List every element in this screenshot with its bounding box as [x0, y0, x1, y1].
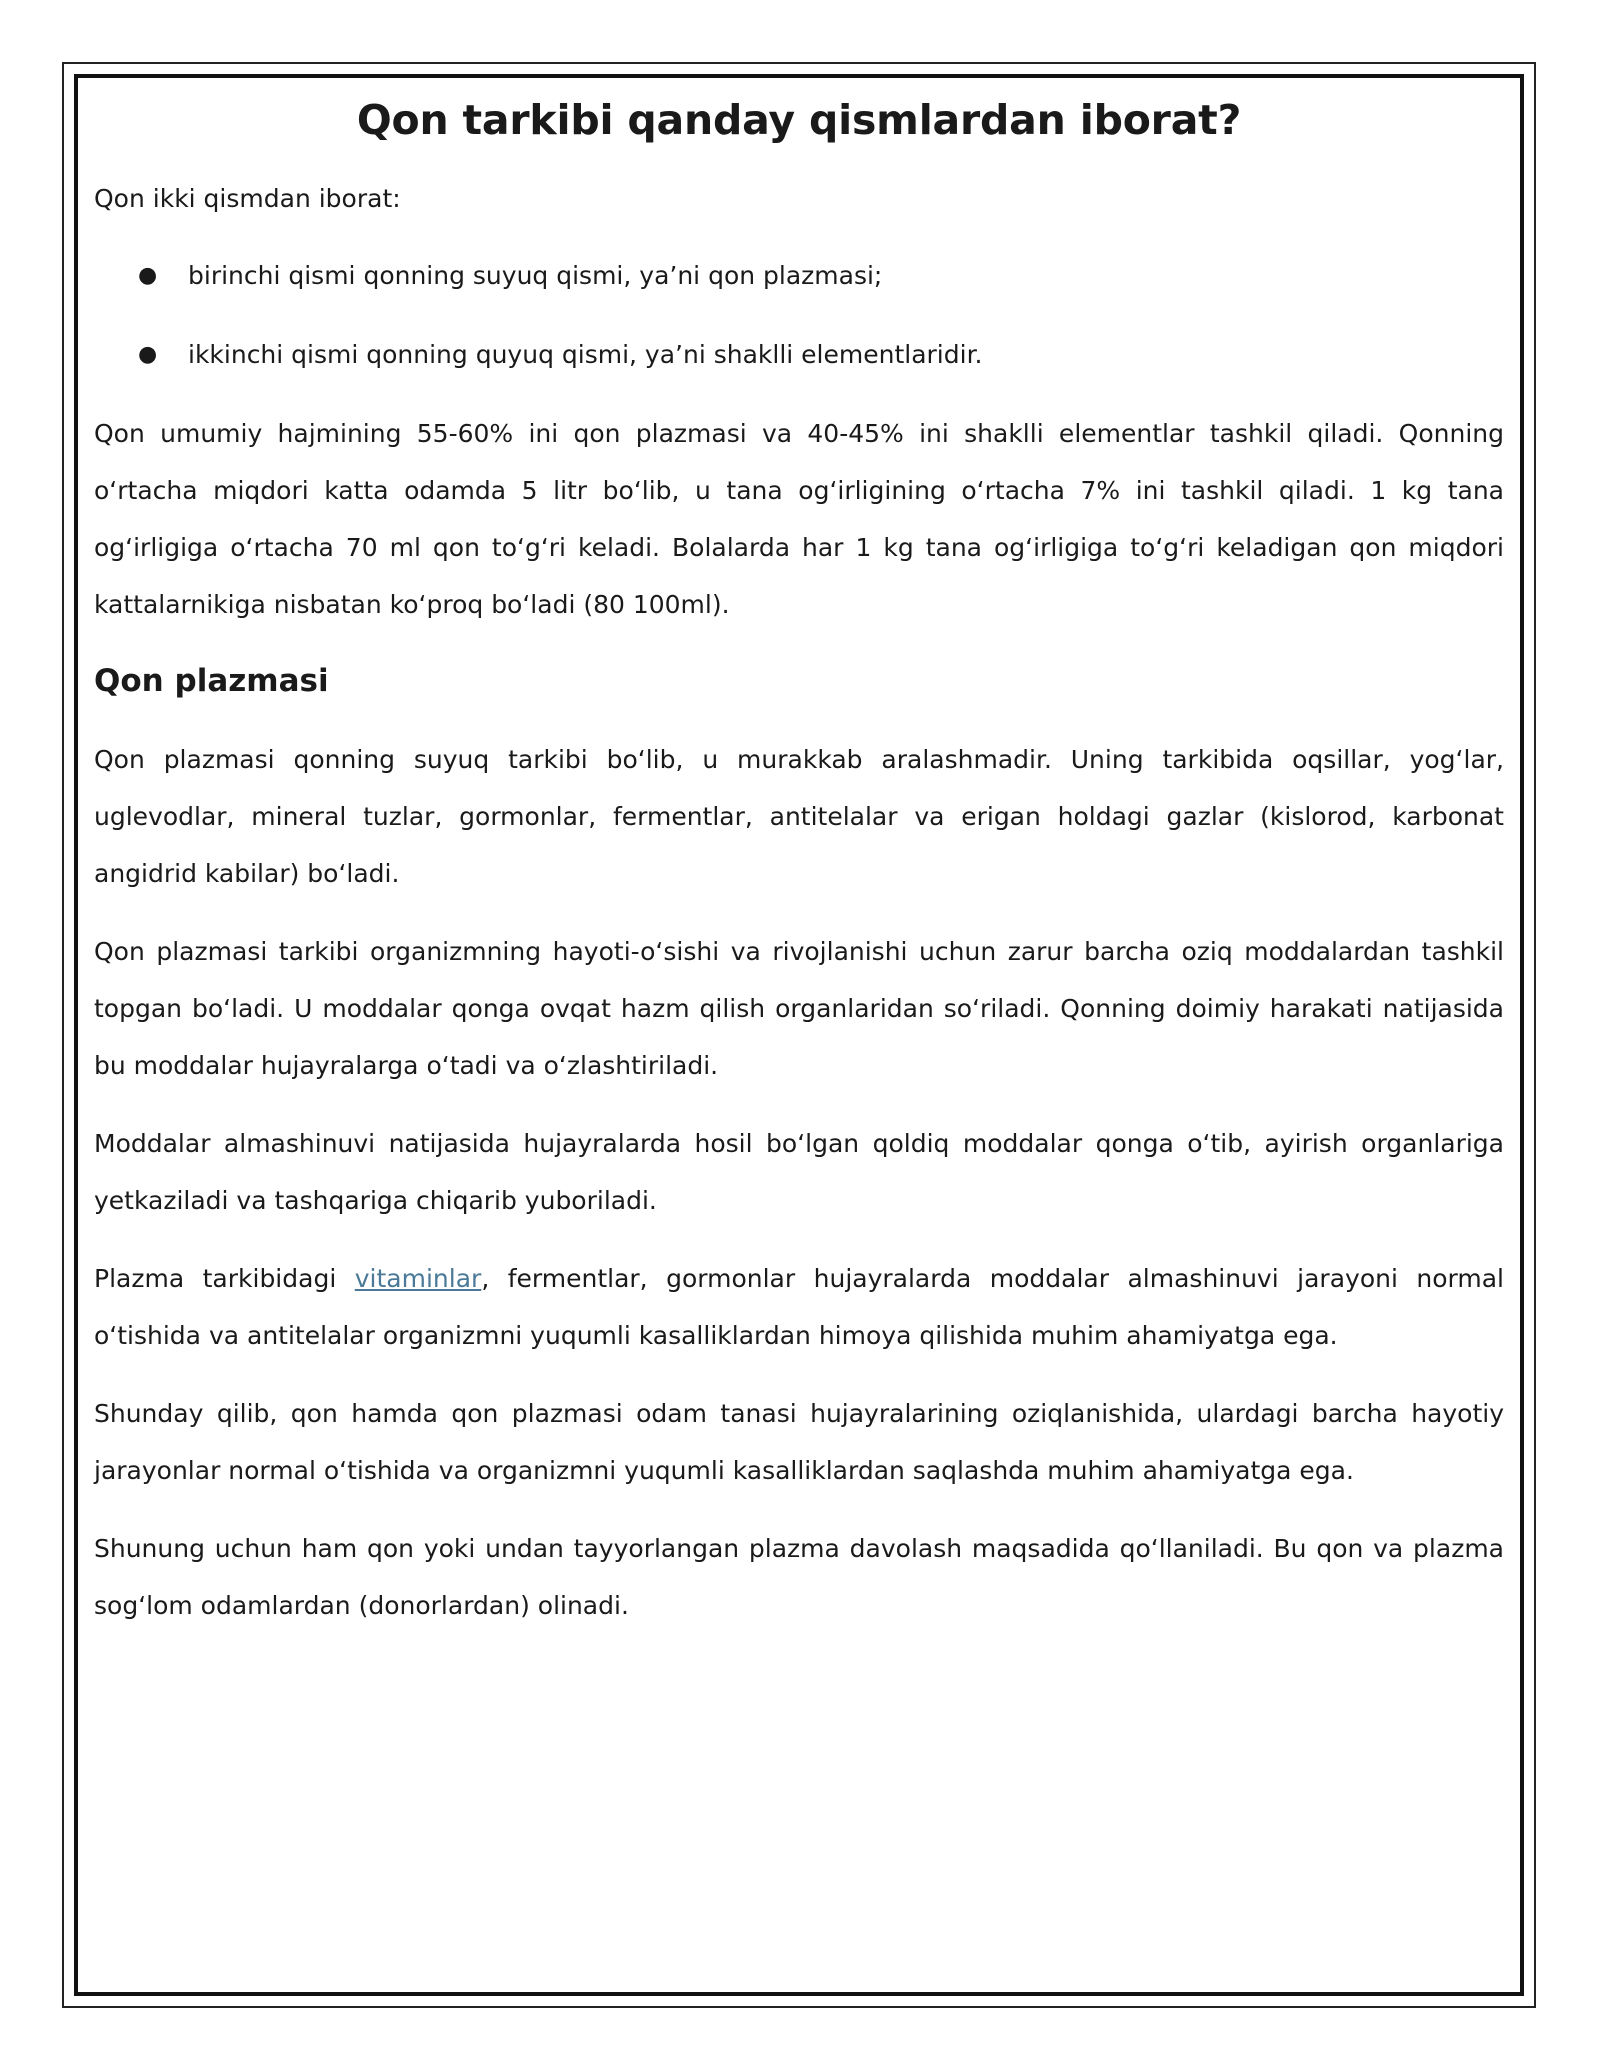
- paragraph-plasma-nutrients: Qon plazmasi tarkibi organizmning hayoti-o‘sishi va rivojlanishi uchun zarur barcha oziq moddalardan tashkil topgan bo‘ladi. U moddalar qonga ovqat hazm qilish organlaridan so‘riladi. Qonning doimiy harakati natijasida bu moddalar hujayralarga o‘tadi va o‘zlashtiriladi.: [94, 937, 1504, 1080]
- paragraph-blood-volume: Qon umumiy hajmining 55-60% ini qon plazmasi va 40-45% ini shaklli elementlar tashkil qiladi. Qonning o‘rtacha miqdori katta odamda 5 litr bo‘lib, u tana og‘irligining o‘rtacha 7% ini tashkil qiladi. 1 kg tana og‘irligiga o‘rtacha 70 ml qon to‘g‘ri keladi. Bolalarda har 1 kg tana og‘irligiga to‘g‘ri keladigan qon miqdori kattalarnikiga nisbatan ko‘proq bo‘ladi (80 100ml).: [94, 419, 1504, 619]
- paragraph-vitamins-lead: Plazma tarkibidagi: [94, 1264, 355, 1293]
- paragraph-vitamins: [94, 1250, 1504, 1364]
- list-item: [94, 326, 1504, 383]
- paragraph-conclusion: Shunday qilib, qon hamda qon plazmasi odam tanasi hujayralarining oziqlanishida, ulardagi barcha hayotiy jarayonlar normal o‘tishida va organizmni yuqumli kasalliklardan saqlashda muhim ahamiyatga ega.: [94, 1399, 1504, 1485]
- list-item-text: ikkinchi qismi qonning quyuq qismi, ya’ni shaklli elementlaridir.: [188, 340, 983, 369]
- bullet-list: [94, 247, 1504, 383]
- intro-text: Qon ikki qismdan iborat:: [94, 184, 401, 213]
- vitaminlar-link[interactable]: vitaminlar: [354, 1264, 482, 1293]
- bullet-icon: ●: [138, 263, 158, 288]
- section-heading: Qon plazmasi: [94, 663, 329, 699]
- paragraph-vitamins-rest: , fermentlar, gormonlar hujayralarda moddalar almashinuvi jarayoni normal o‘tishida va antitelalar organizmni yuqumli kasalliklardan himoya qilishida muhim ahamiyatga ega.: [94, 1264, 1504, 1350]
- paragraph-donors: Shunung uchun ham qon yoki undan tayyorlangan plazma davolash maqsadida qo‘llaniladi. Bu qon va plazma sog‘lom odamlardan (donorlardan) olinadi.: [94, 1534, 1504, 1620]
- bullet-icon: ●: [138, 342, 158, 367]
- document-body: [94, 96, 1504, 1655]
- list-item: [94, 247, 1504, 304]
- paragraph-plasma-composition: Qon plazmasi qonning suyuq tarkibi bo‘lib, u murakkab aralashmadir. Uning tarkibida oqsillar, yog‘lar, uglevodlar, mineral tuzlar, gormonlar, fermentlar, antitelalar va erigan holdagi gazlar (kislorod, karbonat angidrid kabilar) bo‘ladi.: [94, 745, 1504, 888]
- list-item-text: birinchi qismi qonning suyuq qismi, ya’ni qon plazmasi;: [188, 261, 883, 290]
- document-title: Qon tarkibi qanday qismlardan iborat?: [356, 96, 1242, 144]
- paragraph-metabolism: Moddalar almashinuvi natijasida hujayralarda hosil bo‘lgan qoldiq moddalar qonga o‘tib, ayirish organlariga yetkaziladi va tashqariga chiqarib yuboriladi.: [94, 1129, 1504, 1215]
